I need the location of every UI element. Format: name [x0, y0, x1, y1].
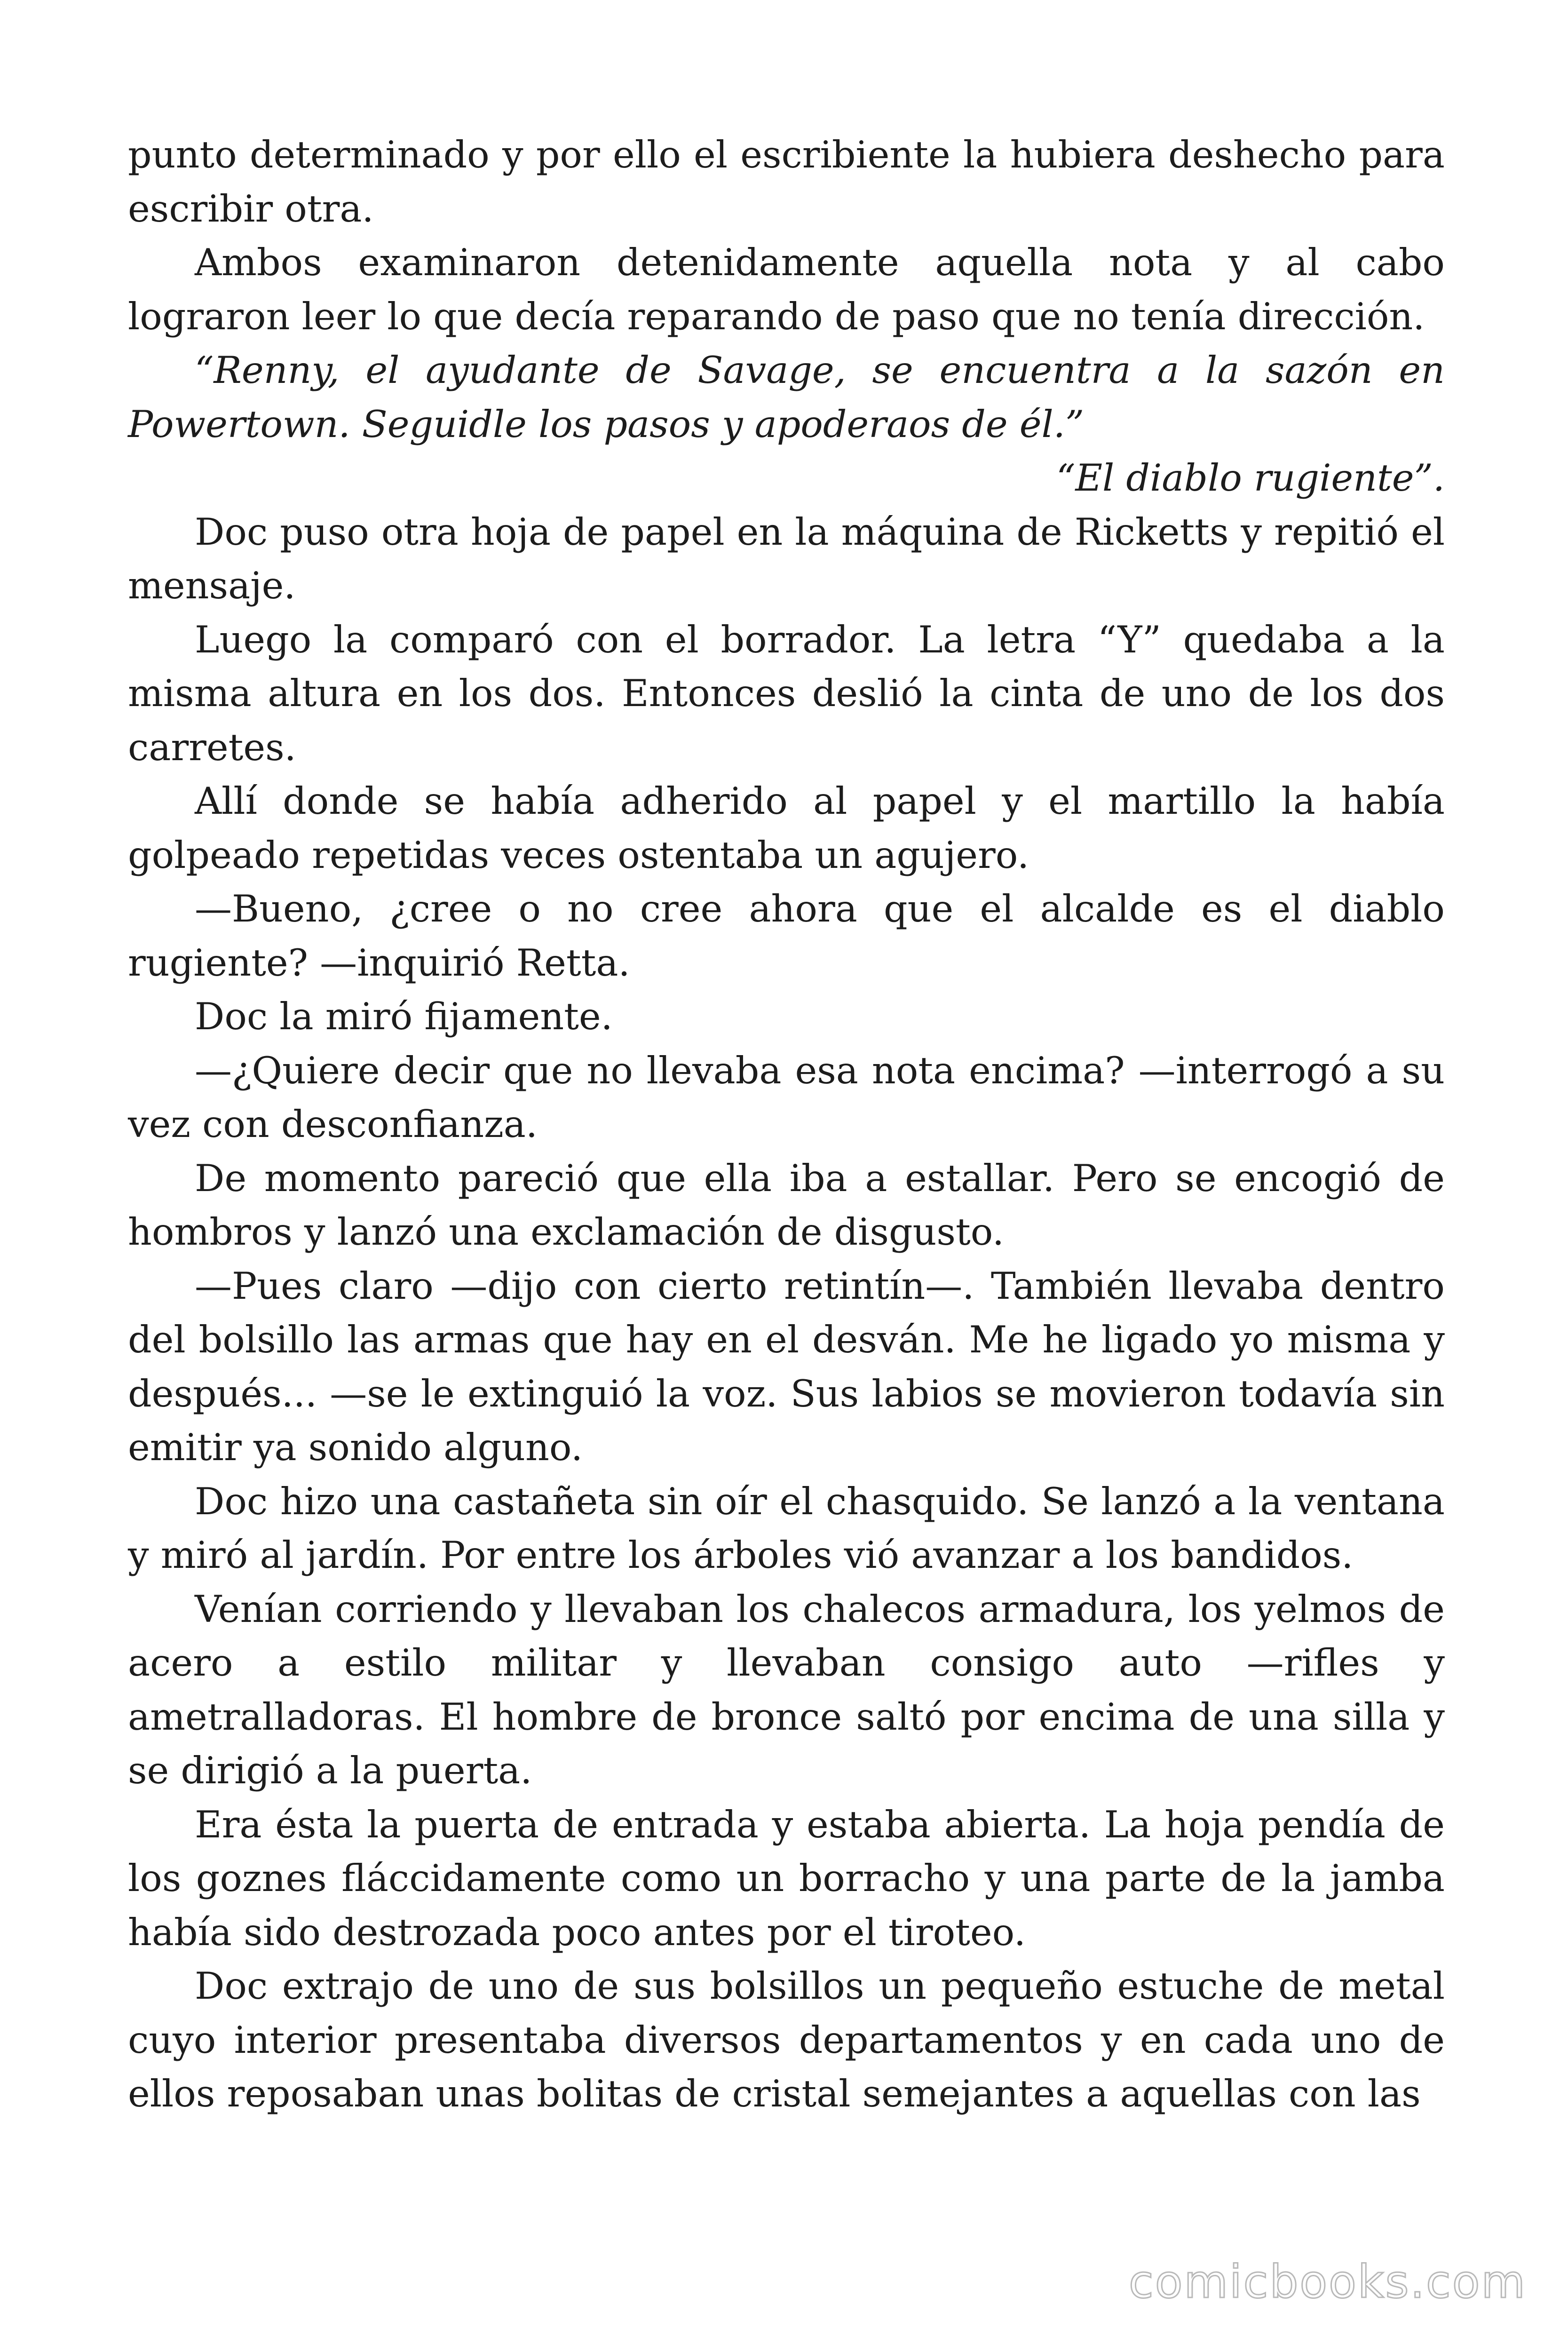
paragraph: Allí donde se había adherido al papel y el martillo la había golpeado repetidas veces ostentaba un agujero.: [128, 779, 1445, 877]
dialogue-paragraph: —¿Quiere decir que no llevaba esa nota encima? —interrogó a su vez con desconfianza.: [128, 1049, 1445, 1146]
paragraph: Doc la miró fijamente.: [195, 995, 613, 1038]
page-body: [128, 128, 1445, 2121]
watermark: comicbooks.com: [1128, 2256, 1527, 2308]
paragraph: Doc puso otra hoja de papel en la máquina de Ricketts y repitió el mensaje.: [128, 510, 1445, 607]
paragraph: Luego la comparó con el borrador. La letra “Y” quedaba a la misma altura en los dos. Entonces deslió la cinta de uno de los dos carretes.: [128, 618, 1445, 769]
paragraph: Doc hizo una castañeta sin oír el chasquido. Se lanzó a la ventana y miró al jardín. Por entre los árboles vió avanzar a los bandidos.: [128, 1479, 1445, 1577]
paragraph: Era ésta la puerta de entrada y estaba abierta. La hoja pendía de los goznes fláccidamente como un borracho y una parte de la jamba había sido destrozada poco antes por el tiroteo.: [128, 1803, 1445, 1954]
quote-signature: “El diablo rugiente”.: [1056, 456, 1445, 500]
dialogue-paragraph: —Pues claro —dijo con cierto retintín—. También llevaba dentro del bolsillo las armas que hay en el desván. Me he ligado yo misma y después... —se le extinguió la voz. Sus labios se movieron todavía sin emitir ya sonido alguno.: [128, 1264, 1445, 1469]
paragraph: De momento pareció que ella iba a estallar. Pero se encogió de hombros y lanzó una exclamación de disgusto.: [128, 1156, 1445, 1254]
paragraph: Venían corriendo y llevaban los chalecos armadura, los yelmos de acero a estilo militar y llevaban consigo auto —rifles y ametralladoras. El hombre de bronce saltó por encima de una silla y se dirigió a la puerta.: [128, 1587, 1445, 1792]
paragraph: Doc extrajo de uno de sus bolsillos un pequeño estuche de metal cuyo interior presentaba diversos departamentos y en cada uno de ellos reposaban unas bolitas de cristal semejantes a aquellas con las: [128, 1964, 1445, 2115]
paragraph: punto determinado y por ello el escribiente la hubiera deshecho para escribir otra.: [128, 133, 1445, 230]
paragraph: Ambos examinaron detenidamente aquella nota y al cabo lograron leer lo que decía reparando de paso que no tenía dirección.: [128, 241, 1445, 338]
italic-quote: “Renny, el ayudante de Savage, se encuentra a la sazón en Powertown. Seguidle los pasos y apoderaos de él.”: [128, 349, 1445, 446]
dialogue-paragraph: —Bueno, ¿cree o no cree ahora que el alcalde es el diablo rugiente? —inquirió Retta.: [128, 887, 1445, 985]
